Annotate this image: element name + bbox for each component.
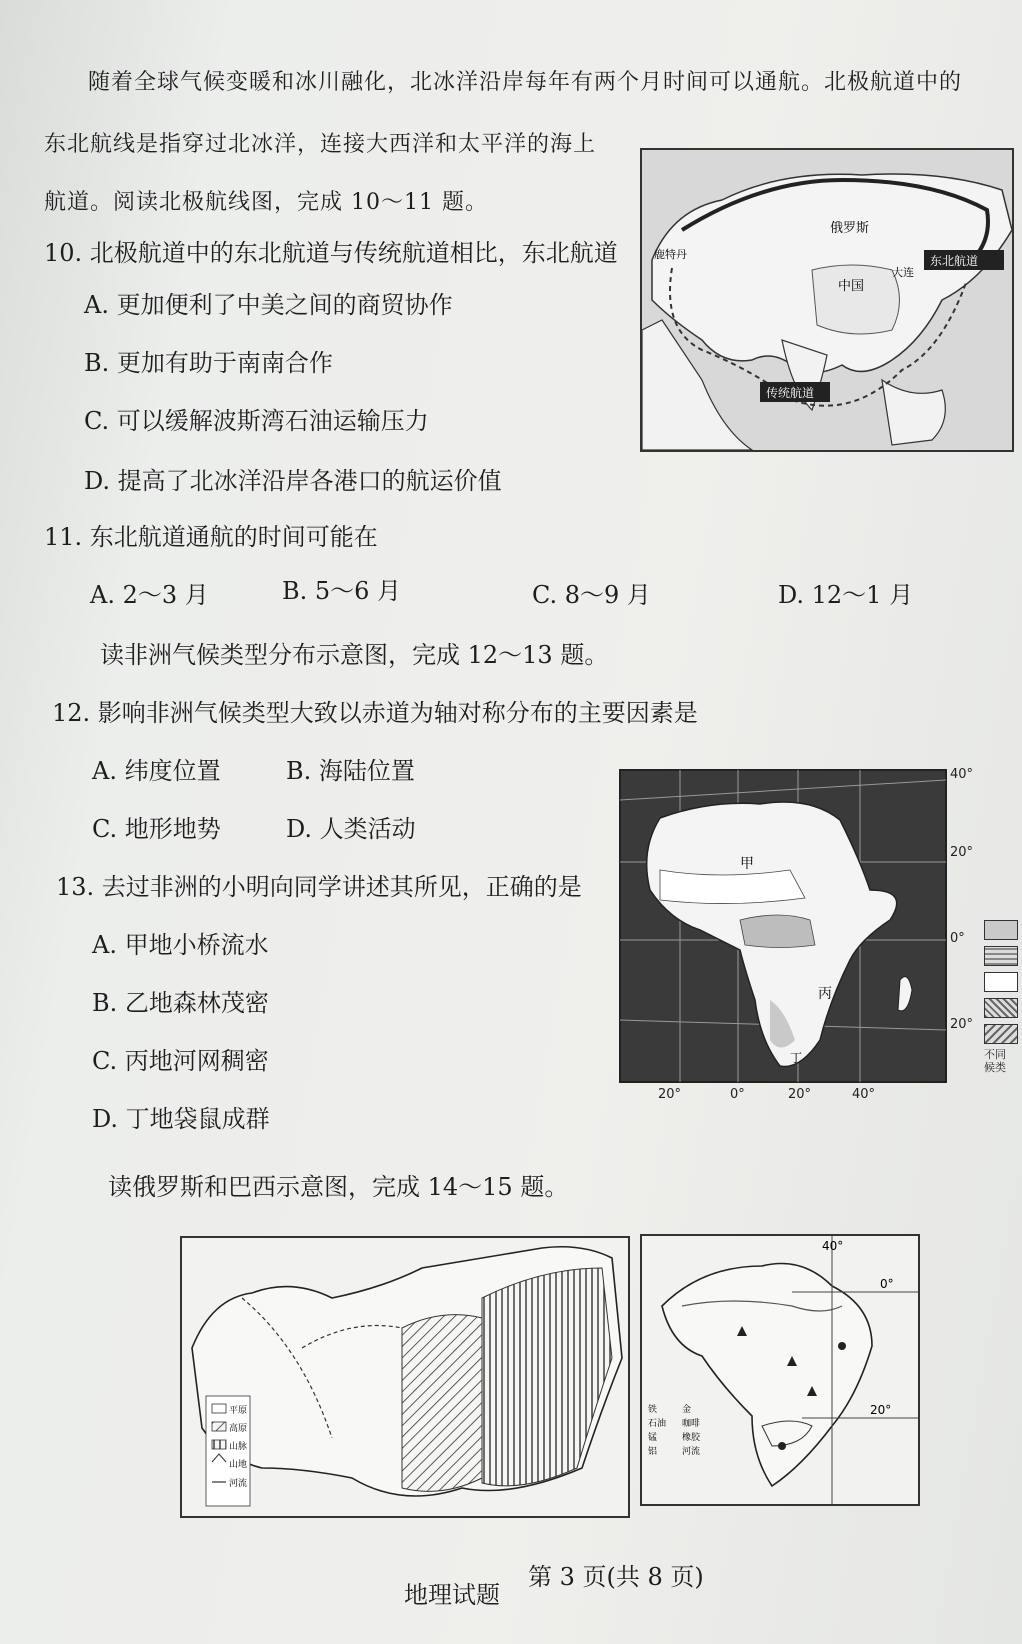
- russia-legend-4: 山地: [229, 1460, 248, 1470]
- q10-option-b: B. 更加有助于南南合作: [84, 349, 333, 377]
- africa-lat-0: 0°: [950, 931, 965, 946]
- brazil-legend-5: 橡胶: [682, 1433, 701, 1443]
- africa-lat-20n: 20°: [950, 845, 974, 860]
- map-label-rotterdam: 鹿特丹: [654, 248, 687, 261]
- africa-legend: [984, 920, 1022, 1092]
- q11-option-d: D. 12～1 月: [778, 581, 914, 609]
- brazil-legend-6: 铝: [648, 1447, 658, 1457]
- q13-option-d: D. 丁地袋鼠成群: [92, 1105, 270, 1133]
- q12-option-a: A. 纬度位置: [92, 757, 221, 785]
- africa-lat-20s: 20°: [950, 1017, 974, 1032]
- q12-option-b: B. 海陆位置: [286, 757, 415, 785]
- brazil-map: [640, 1234, 920, 1506]
- q12-stem: 12. 影响非洲气候类型大致以赤道为轴对称分布的主要因素是: [52, 699, 698, 727]
- q10-option-c: C. 可以缓解波斯湾石油运输压力: [84, 407, 429, 435]
- africa-lon-0: 0°: [730, 1087, 745, 1102]
- legend-swatch-2: [984, 946, 1018, 966]
- q11-option-b: B. 5～6 月: [282, 577, 402, 605]
- russia-legend-0: 平原: [229, 1406, 248, 1416]
- q13-option-a: A. 甲地小桥流水: [92, 931, 269, 959]
- q13-option-b: B. 乙地森林茂密: [92, 989, 269, 1017]
- africa-climate-map: [620, 767, 974, 1102]
- map-label-china: 中国: [838, 279, 865, 294]
- brazil-legend-1: 金: [682, 1405, 692, 1415]
- africa-intro: 读非洲气候类型分布示意图，完成 12～13 题。: [100, 641, 609, 669]
- brazil-legend-4: 锰: [648, 1433, 658, 1443]
- q11-option-a: A. 2～3 月: [90, 581, 209, 609]
- brazil-legend-7: 河流: [682, 1447, 701, 1457]
- brazil-legend-0: 铁: [648, 1405, 658, 1415]
- intro-line-2: 东北航线是指穿过北冰洋，连接大西洋和太平洋的海上: [44, 132, 597, 157]
- map-label-dalian: 大连: [892, 266, 914, 279]
- arctic-route-map: [640, 148, 1014, 452]
- brazil-lat-20: 20°: [870, 1403, 892, 1417]
- legend-label-other-2: 候类: [984, 1061, 1006, 1074]
- q12-option-d: D. 人类活动: [286, 815, 416, 843]
- q13-option-c: C. 丙地河网稠密: [92, 1047, 269, 1075]
- q13-stem: 13. 去过非洲的小明向同学讲述其所见，正确的是: [56, 873, 582, 901]
- intro-line-3: 航道。阅读北极航线图，完成 10～11 题。: [44, 190, 488, 215]
- map-label-russia: 俄罗斯: [830, 221, 870, 236]
- legend-swatch-4: [984, 998, 1018, 1018]
- russia-brazil-intro: 读俄罗斯和巴西示意图，完成 14～15 题。: [108, 1173, 569, 1201]
- africa-label-bing: 丙: [818, 986, 832, 1002]
- q10-option-d: D. 提高了北冰洋沿岸各港口的航运价值: [84, 467, 502, 495]
- brazil-legend-3: 咖啡: [682, 1419, 701, 1429]
- q10-option-a: A. 更加便利了中美之间的商贸协作: [84, 291, 453, 319]
- footer-subject: 地理试题: [404, 1581, 500, 1609]
- map-label-traditional-route: 传统航道: [766, 386, 815, 400]
- legend-swatch-1: [984, 920, 1018, 940]
- africa-lon-40e: 40°: [852, 1087, 876, 1102]
- legend-swatch-5: [984, 1024, 1018, 1044]
- russia-legend-2: 山脉: [229, 1442, 248, 1452]
- legend-label-other: 不同: [984, 1048, 1006, 1061]
- q11-option-c: C. 8～9 月: [532, 581, 651, 609]
- intro-line-1: 随着全球气候变暖和冰川融化，北冰洋沿岸每年有两个月时间可以通航。北极航道中的: [88, 70, 963, 95]
- q11-stem: 11. 东北航道通航的时间可能在: [44, 523, 378, 551]
- africa-lon-20e: 20°: [788, 1087, 812, 1102]
- russia-map: [180, 1236, 630, 1518]
- russia-legend-3: 河流: [229, 1479, 248, 1489]
- brazil-lat-0: 0°: [880, 1277, 894, 1291]
- footer-page: 第 3 页(共 8 页): [528, 1563, 704, 1591]
- map-label-northeast-route: 东北航道: [930, 254, 979, 268]
- brazil-legend-2: 石油: [648, 1419, 667, 1429]
- africa-label-jia: 甲: [740, 856, 754, 872]
- africa-label-ding: 丁: [790, 1051, 803, 1065]
- q12-option-c: C. 地形地势: [92, 815, 221, 843]
- brazil-lon-40: 40°: [822, 1239, 844, 1253]
- legend-swatch-3: [984, 972, 1018, 992]
- africa-lon-20w: 20°: [658, 1087, 682, 1102]
- russia-legend-1: 高原: [229, 1424, 248, 1434]
- africa-lat-40: 40°: [950, 767, 974, 782]
- q10-stem: 10. 北极航道中的东北航道与传统航道相比，东北航道: [44, 239, 618, 267]
